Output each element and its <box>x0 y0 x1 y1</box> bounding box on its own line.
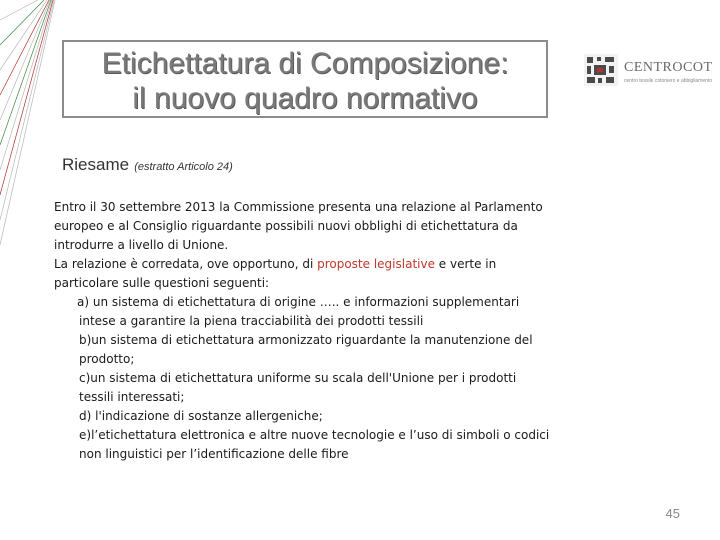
list-item: e)l’etichettatura elettronica e altre nuove tecnologie e l’uso di simboli o codici <box>79 428 550 442</box>
corner-decoration <box>0 0 60 260</box>
highlighted-text: proposte legislative <box>317 257 435 271</box>
body-line: particolare sulle questioni seguenti: <box>54 276 270 290</box>
slide-title-line-1: Etichettatura di Composizione: <box>101 47 509 80</box>
list-item: d) l'indicazione di sostanze allergeniche; <box>79 409 323 423</box>
list-item: intese a garantire la piena tracciabilità dei prodotti tessili <box>79 314 424 328</box>
logo-mark-icon <box>584 54 618 86</box>
list-item: tessili interessati; <box>79 390 185 404</box>
slide-body <box>54 198 614 464</box>
list-item: non linguistici per l’identificazione delle fibre <box>79 447 349 461</box>
list-item: b)un sistema di etichettatura armonizzato riguardante la manutenzione del <box>79 333 533 347</box>
heading-text: Riesame <box>62 155 130 174</box>
section-heading <box>62 155 233 175</box>
page-number: 45 <box>665 506 680 521</box>
logo-subtext: centro tessile cotoniero e abbigliamento <box>624 78 713 84</box>
body-line: Entro il 30 settembre 2013 la Commissione presenta una relazione al Parlamento <box>54 200 543 214</box>
text-segment: La relazione è corredata, ove opportuno, di <box>54 257 318 271</box>
list-item: a) un sistema di etichettatura di origine ….. e informazioni supplementari <box>77 295 520 309</box>
slide-title-line-2: il nuovo quadro normativo <box>132 82 478 115</box>
centrocot-logo <box>584 52 718 90</box>
slide-title-box <box>62 40 548 118</box>
heading-note: (estratto Articolo 24) <box>134 161 233 173</box>
body-line-with-highlight <box>54 255 614 274</box>
text-segment: e verte in <box>434 257 497 271</box>
list-item: c)un sistema di etichettatura uniforme su scala dell'Unione per i prodotti <box>79 371 517 385</box>
body-line: introdurre a livello di Unione. <box>54 238 229 252</box>
list-item: prodotto; <box>79 352 135 366</box>
logo-text: CENTROCOT <box>624 60 713 75</box>
body-line: europeo e al Consiglio riguardante possibili nuovi obblighi di etichettatura da <box>54 219 518 233</box>
